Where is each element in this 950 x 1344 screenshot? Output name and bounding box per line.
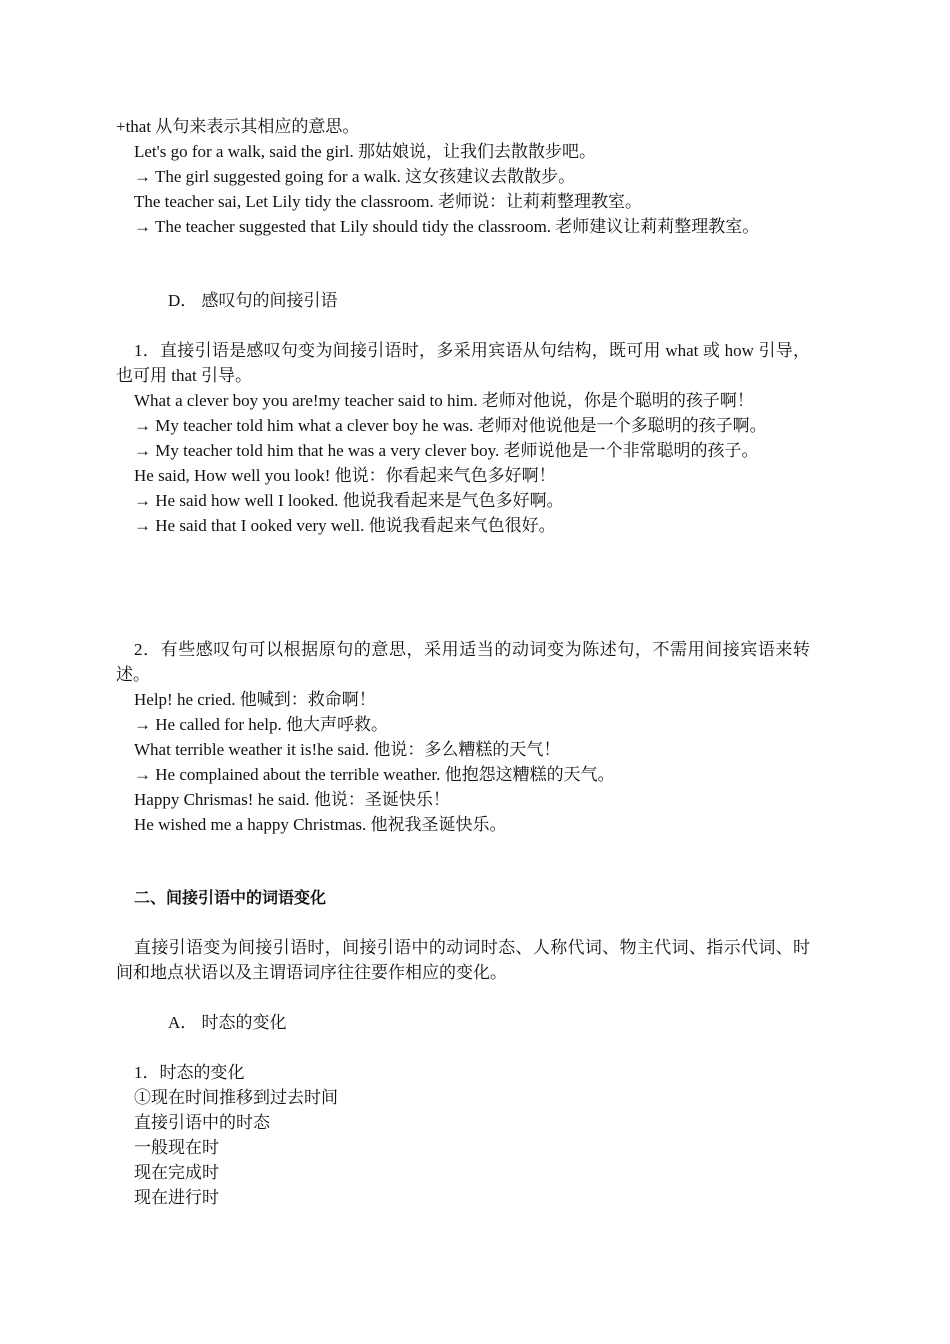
example-line: What a clever boy you are!my teacher said to him. 老师对他说，你是个聪明的孩子啊！ [134,391,754,410]
text-line: ①现在时间推移到过去时间 [134,1088,338,1107]
section-2a-heading-block [116,1010,810,1035]
rule-paragraph: 2．有些感叹句可以根据原句的意思，采用适当的动词变为陈述句，不需用间接宾语来转述。 [116,640,810,684]
example-line: → He said how well I looked. 他说我看起来是气色多好啊。 [134,491,564,510]
example-line: → The girl suggested going for a walk. 这女孩建议去散散步。 [134,167,576,186]
section-2-heading-block [116,885,810,910]
text-line: 现在进行时 [134,1188,219,1207]
text-line: +that 从句来表示其相应的意思。 [116,117,360,136]
section-c-tail [116,114,810,239]
example-line: What terrible weather it is!he said. 他说：多么糟糕的天气！ [134,740,561,759]
section-d-heading-block [116,288,810,313]
section-heading: A． 时态的变化 [168,1013,287,1032]
text-line: 现在完成时 [134,1163,219,1182]
text-line: 一般现在时 [134,1138,219,1157]
example-line: He said, How well you look! 他说：你看起来气色多好啊！ [134,466,556,485]
example-line: Help! he cried. 他喊到：救命啊！ [134,690,376,709]
tense-change-list [116,1060,810,1210]
example-line: → He complained about the terrible weather. 他抱怨这糟糕的天气。 [134,765,615,784]
section-heading: D． 感叹句的间接引语 [168,291,338,310]
example-line: → He called for help. 他大声呼救。 [134,715,388,734]
example-line: → My teacher told him that he was a very clever boy. 老师说他是一个非常聪明的孩子。 [134,441,759,460]
text-line: 1．时态的变化 [134,1063,245,1082]
example-line: → The teacher suggested that Lily should tidy the classroom. 老师建议让莉莉整理教室。 [134,217,760,236]
example-line: → My teacher told him what a clever boy he was. 老师对他说他是一个多聪明的孩子啊。 [134,416,767,435]
section-2-intro [116,935,810,985]
rule-paragraph: 1．直接引语是感叹句变为间接引语时，多采用宾语从句结构，既可用 what 或 how 引导，也可用 that 引导。 [116,341,810,385]
example-line: Happy Chrismas! he said. 他说：圣诞快乐！ [134,790,450,809]
example-line: He wished me a happy Christmas. 他祝我圣诞快乐。 [134,815,507,834]
text-line: 直接引语中的时态 [134,1113,270,1132]
example-line: → He said that I ooked very well. 他说我看起来气色很好。 [134,516,556,535]
example-line: The teacher sai, Let Lily tidy the classroom. 老师说：让莉莉整理教室。 [134,192,643,211]
example-line: Let's go for a walk, said the girl. 那姑娘说，让我们去散散步吧。 [134,142,597,161]
section-d-rule-1 [116,338,810,538]
section-d-rule-2 [116,637,810,837]
chapter-heading: 二、间接引语中的词语变化 [134,888,327,907]
intro-paragraph: 直接引语变为间接引语时，间接引语中的动词时态、人称代词、物主代词、指示代词、时间和地点状语以及主谓语词序往往要作相应的变化。 [116,938,810,982]
